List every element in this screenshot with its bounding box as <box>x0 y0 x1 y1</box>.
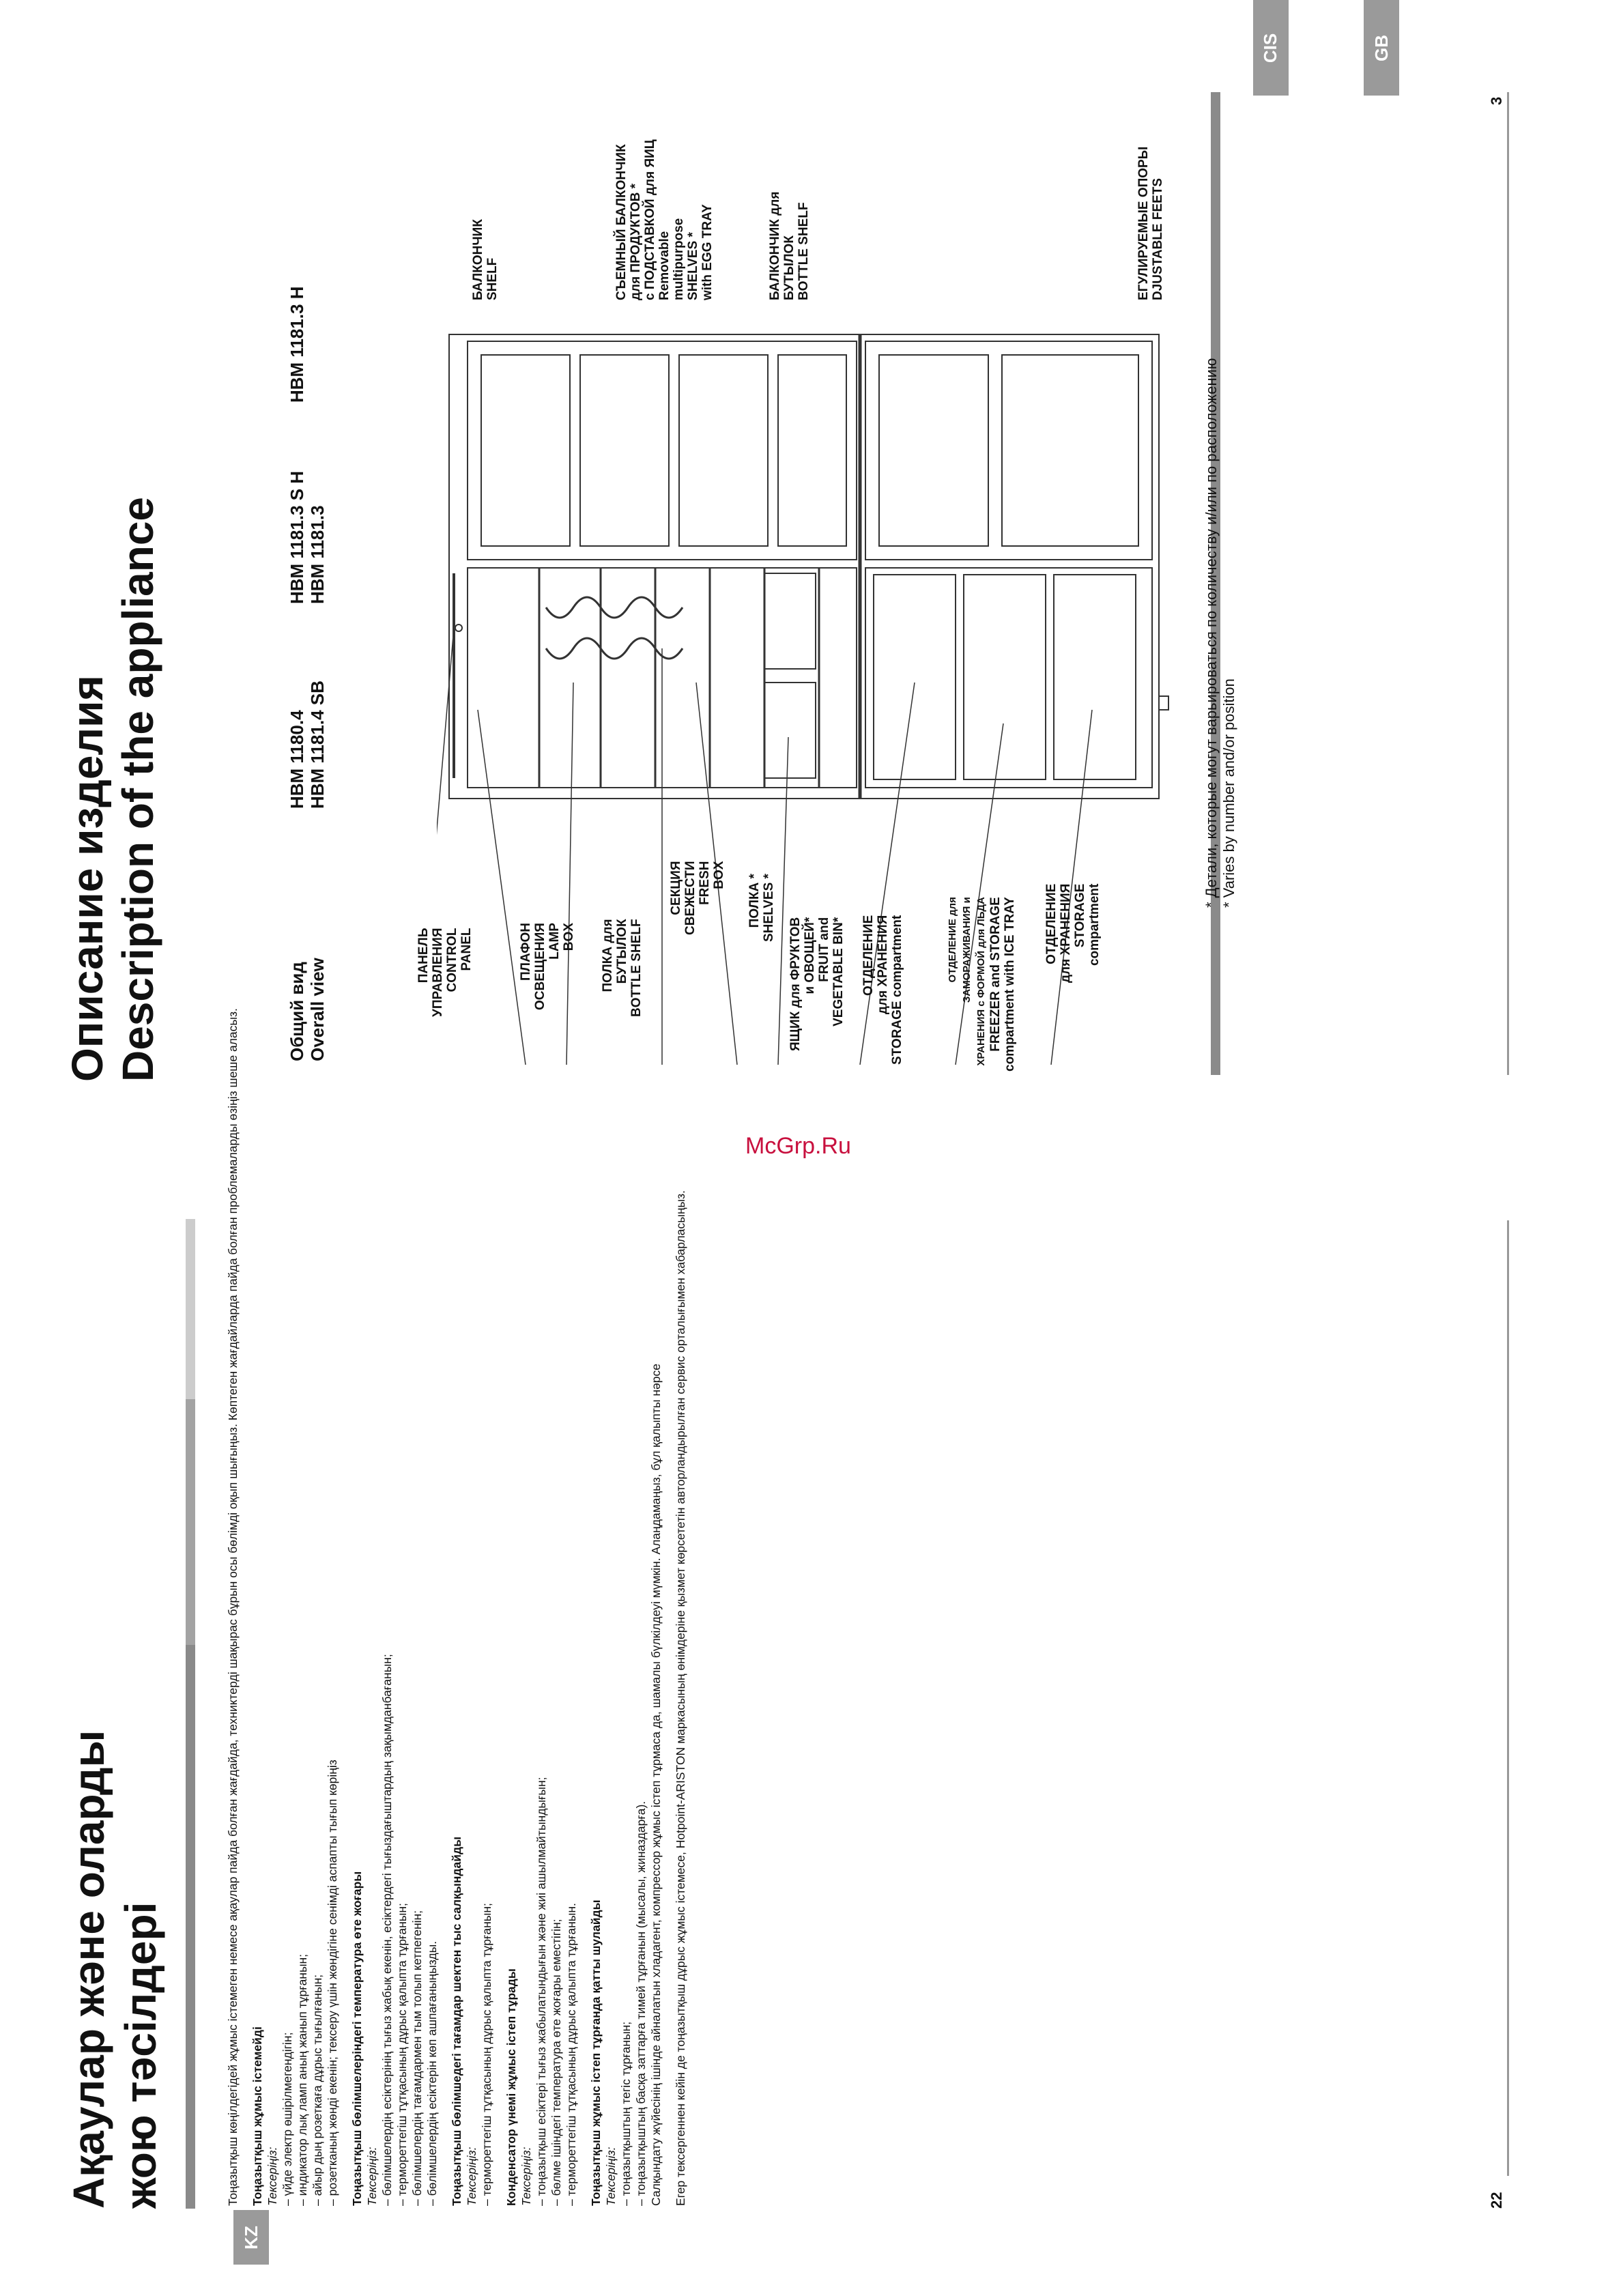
paragraph: Егер тексергеннен кейін де тоңазытқыш дұрыс жұмыс істемесе, Hotpoint-ARISTON маркасының өнімдеріне қызмет көрсететін авторландырылған сервис орталығымен хабарласыңыз. <box>674 1190 687 2206</box>
label-line: VEGETABLE BIN* <box>831 917 846 1027</box>
label-line: SHELVES * <box>762 874 776 942</box>
bottle-rack <box>546 597 683 618</box>
paragraph: – розетканың жөнді екенін; тексеру үшін жөндігіне сенімді аспапты тығып көріңіз <box>326 1760 339 2206</box>
model-group-2 <box>287 471 328 604</box>
section-heading: Конденсатор үнемі жұмыс істеп тұрады <box>504 1968 518 2206</box>
leader-line <box>478 710 526 1065</box>
label-line: ПЛАФОН <box>519 923 533 981</box>
vegetable-bin <box>764 683 816 778</box>
freezer-interior <box>865 568 1152 788</box>
leader-line <box>778 737 788 1065</box>
label-line: SHELF <box>485 257 500 300</box>
door-shelf <box>679 355 768 546</box>
fridge-body <box>449 334 1159 799</box>
paragraph: Тексеріңіз: <box>465 2147 478 2206</box>
label-line: СЕКЦИЯ <box>669 861 683 915</box>
label-shelf <box>471 219 500 300</box>
label-storage-compartment <box>861 915 904 1065</box>
model-name: HBM 1181.4 SB <box>307 680 328 809</box>
section-heading: Тоңазытқыш бөлімшелеріндегі температура өте жоғары <box>350 1871 364 2206</box>
label-storage-compartment-2 <box>1044 884 1102 983</box>
vegetable-bin <box>764 573 816 669</box>
door-shelf <box>778 355 846 546</box>
section-heading: Тоңазытқыш жұмыс істеп тұрғанда қатты шулайды <box>589 1899 603 2206</box>
fridge-door <box>468 341 857 560</box>
label-removable-shelves <box>614 139 715 300</box>
footnotes <box>1203 358 1238 908</box>
tab-kz-label: KZ <box>240 2225 261 2250</box>
paragraph: – бөлімшелердің есіктерін көп ашпағаныңызды. <box>425 1940 439 2206</box>
paragraph: – айыр дың розеткаға дұрыс тығылғанын; <box>311 1974 324 2206</box>
label-line: ПОЛКА для <box>601 919 615 992</box>
label-line: БУТЫЛОК <box>782 235 797 300</box>
paragraph: – бөлімшелердің есіктерінің тығыз жабық екенін, есіктердегі тығыздағыштардың зақымданбағанын; <box>380 1654 394 2206</box>
paragraph-gap <box>240 1674 250 2206</box>
paragraph-gap <box>579 1674 588 2206</box>
label-line: ПОЛКА * <box>747 874 762 928</box>
label-line: SHELVES * <box>686 232 700 300</box>
label-line: PANEL <box>459 928 474 971</box>
paragraph: – тоңазытқыштың тегіс тұрғанын; <box>619 2021 633 2206</box>
label-line: LAMP <box>547 923 562 960</box>
footnote-en: * Varies by number and/or position <box>1220 678 1237 908</box>
label-line: DJUSTABLE FEETS <box>1151 177 1165 300</box>
tab-gb-label: GB <box>1371 34 1392 61</box>
door-shelf <box>481 355 570 546</box>
label-line: CONTROL <box>445 928 459 992</box>
freezer-door-shelf <box>1002 355 1138 546</box>
label-line: для ПРОДУКТОВ * <box>629 183 643 300</box>
label-lamp-box <box>519 923 576 1010</box>
paragraph: – термореттегіш тұтқасының дұрыс қалыпта тұрғанын. <box>564 1903 578 2206</box>
label-line: БАЛКОНЧИК <box>471 219 485 300</box>
label-line: СЪЕМНЫЙ БАЛКОНЧИК <box>614 144 629 300</box>
title-block <box>63 496 162 1082</box>
paragraph: – термореттегіш тұтқасының дұрыс қалыпта тұрғанын; <box>395 1903 409 2206</box>
label-fresh-box <box>669 861 726 935</box>
paragraph: Тексеріңіз: <box>519 2147 533 2206</box>
kz-title-block <box>64 1730 165 2209</box>
title-en: Description of the appliance <box>113 496 162 1082</box>
paragraph: Тоңазытқыш көңілдегідей жұмыс істемеген немесе ақаулар пайда болған жағдайда, техниктерді шақырас бұрын осы бөлімді оқып шығыңыз. Көптеген жағдайларда пайда болған проблемаларды өзіңіз шеше аласыз. <box>226 1008 240 2206</box>
footnote-ru: * Детали, которые могут варьироваться по количеству и/или по расположению <box>1203 358 1220 908</box>
overall-view-en: Overall view <box>307 958 328 1061</box>
label-line: multipurpose <box>672 218 686 300</box>
label-line: FRUIT and <box>817 917 831 982</box>
overall-view-ru: Общий вид <box>287 962 307 1061</box>
kz-title-line2: жою тәсілдері <box>116 1902 165 2209</box>
label-line: и ОВОЩЕЙ* <box>803 917 817 994</box>
label-line: ЯЩИК для ФРУКТОВ <box>788 917 803 1051</box>
label-line: BOTTLE SHELF <box>629 919 644 1017</box>
paragraph: – термореттегіш тұтқасының дұрыс қалыпта тұрғанын; <box>480 1903 493 2206</box>
label-line: УПРАВЛЕНИЯ <box>431 928 445 1017</box>
label-line: ЗАМОРАЖИВАНИЯ и <box>961 897 973 1003</box>
watermark: McGrp.Ru <box>745 1133 851 1159</box>
model-name: HBM 1181.3 H <box>287 286 307 403</box>
label-line: ОТДЕЛЕНИЕ для <box>947 897 958 983</box>
door-shelf <box>580 355 669 546</box>
paragraph-gap <box>663 1674 673 2206</box>
model-group-1 <box>287 680 328 809</box>
model-name: HBM 1181.3 S H <box>287 470 307 604</box>
label-line: ХРАНЕНИЯ с ФОРМОЙ для ЛЬДА <box>975 897 987 1066</box>
tab-cis <box>1253 0 1289 96</box>
paragraph-gap <box>340 1674 349 2206</box>
page-number-right: 3 <box>1488 96 1505 105</box>
freezer-door-shelf <box>879 355 988 546</box>
label-line: with EGG TRAY <box>700 204 715 300</box>
paragraph: – үйде электр өшірілмегендігін; <box>281 2032 294 2206</box>
kz-title-line1: Ақаулар және оларды <box>64 1730 113 2209</box>
label-line: BOTTLE SHELF <box>797 202 811 300</box>
label-bottle-shelf-door <box>768 192 811 300</box>
label-line: СВЕЖЕСТИ <box>683 861 698 935</box>
label-line: FRESH <box>698 861 712 905</box>
label-line: с ПОДСТАВКОЙ для ЯИЦ <box>643 139 657 300</box>
label-line: ОТДЕЛЕНИЕ <box>1044 883 1059 964</box>
page-number-left: 22 <box>1488 2192 1505 2209</box>
left-page-divider <box>1507 1220 1509 2176</box>
paragraph: – тоңазытқыштың басқа заттарға тимей тұрғанын (мысалы, жиназдарға). <box>634 1800 648 2206</box>
label-line: FREEZER and STORAGE <box>988 897 1003 1052</box>
model-name: HBM 1181.3 <box>307 505 328 604</box>
label-line: для ХРАНЕНИЯ <box>1059 883 1073 983</box>
paragraph: – бөлімшелердің тағамдармен тым толып кетпегенін; <box>410 1910 424 2206</box>
freezer-drawer <box>964 575 1046 779</box>
label-adjustable-feet <box>1136 147 1165 300</box>
adjustable-foot <box>1159 696 1168 710</box>
paragraph: Тексеріңіз: <box>365 2147 379 2206</box>
paragraph-gap <box>494 1674 504 2206</box>
section-heading: Тоңазытқыш бөлімшедегі тағамдар шектен тыс салқындайды <box>450 1836 463 2206</box>
label-line: STORAGE <box>1073 883 1087 948</box>
paragraph: – бөлме ішіндегі температура өте жоғары еместігін; <box>549 1919 563 2206</box>
tab-cis-label: CIS <box>1260 33 1281 63</box>
model-name: HBM 1180.4 <box>287 710 307 809</box>
paragraph: – индикатор лық ламп аның жанып тұрғанын; <box>296 1953 309 2206</box>
label-line: compartment <box>1087 883 1102 966</box>
title-ru: Описание изделия <box>63 675 112 1082</box>
label-line: BOX <box>712 861 726 889</box>
paragraph-gap <box>440 1674 449 2206</box>
label-line: БАЛКОНЧИК для <box>768 191 782 300</box>
label-freezer-compartment <box>945 897 1017 1072</box>
label-control-panel <box>416 928 474 1018</box>
model-group-3 <box>287 286 307 403</box>
label-line: ЕГУЛИРУЕМЫЕ ОПОРЫ <box>1136 146 1151 300</box>
label-line: БУТЫЛОК <box>615 919 629 984</box>
label-vegetable-bin <box>788 917 846 1051</box>
label-line: ОТДЕЛЕНИЕ <box>861 915 876 996</box>
freezer-door <box>865 341 1152 560</box>
paragraph: – тоңазытқыш есіктері тығыз жабылатындығын және жиі ашылмайтындығын; <box>534 1777 548 2206</box>
label-line: STORAGE compartment <box>890 915 904 1065</box>
paragraph: Салқындату жүйесінің ішінде айналатын хладагент, компрессор жұмыс істеп тұрмаса да, шамалы бүлкілдеуі мүмкін. Алаңдамаңыз, бұл қалыпты нәрсе <box>649 1364 663 2206</box>
label-shelves <box>747 874 776 942</box>
control-knob <box>455 625 462 631</box>
left-page-rule-segment <box>186 1399 195 1645</box>
right-page-divider <box>1507 92 1509 1075</box>
tab-gb <box>1364 0 1399 96</box>
label-line: Removable <box>657 231 672 300</box>
tab-kz <box>233 2210 269 2265</box>
label-line: для ХРАНЕНИЯ <box>876 915 890 1015</box>
label-line: ПАНЕЛЬ <box>416 928 431 984</box>
overall-view-block <box>287 958 328 1061</box>
label-line: compartment with ICE TRAY <box>1003 897 1017 1072</box>
label-line: ОСВЕЩЕНИЯ <box>533 923 547 1010</box>
left-page-rule-segment <box>186 1219 195 1399</box>
left-page-rule <box>186 1645 195 2209</box>
label-bottle-shelf <box>601 919 644 1017</box>
freezer-drawer <box>1054 575 1136 779</box>
freezer-drawer <box>874 575 956 779</box>
label-line: BOX <box>562 923 576 951</box>
section-heading: Тоңазытқыш жұмыс істемейді <box>250 2026 264 2206</box>
paragraph: Тексеріңіз: <box>604 2147 618 2206</box>
paragraph: Тексеріңіз: <box>266 2147 279 2206</box>
